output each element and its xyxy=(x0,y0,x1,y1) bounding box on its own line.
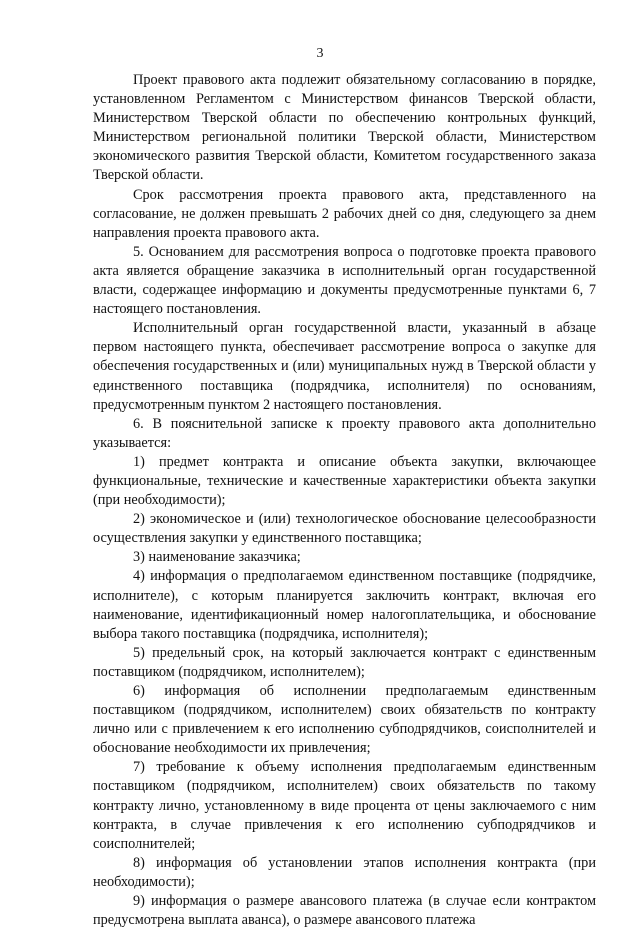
paragraph-executive-body: Исполнительный орган государственной власти, указанный в абзаце первом настоящего пункта, обеспечивает рассмотрение вопроса о закупке для обеспечения государственных и (или) муниципальных нужд в Тверской области у единственного поставщика (подрядчика, исполнителя) по основаниям, предусмотренным пунктом 2 настоящего постановления. xyxy=(93,320,596,413)
page-number: 3 xyxy=(316,46,324,61)
document-body xyxy=(93,71,596,930)
list-item-1: 1) предмет контракта и описание объекта закупки, включающее функциональные, технические и качественные характеристики объекта закупки (при необходимости); xyxy=(93,453,596,509)
paragraph-item-6: 6. В пояснительной записке к проекту правового акта дополнительно указывается: xyxy=(93,415,596,451)
list-item-2: 2) экономическое и (или) технологическое обоснование целесообразности осуществления закупки у единственного поставщика; xyxy=(93,511,596,547)
list-item-8: 8) информация об установлении этапов исполнения контракта (при необходимости); xyxy=(93,854,596,890)
paragraph-item-5: 5. Основанием для рассмотрения вопроса о подготовке проекта правового акта является обращение заказчика в исполнительный орган государственной власти, содержащее информацию и документы предусмотренные пунктами 6, 7 настоящего постановления. xyxy=(93,243,596,318)
list-item-6: 6) информация об исполнении предполагаемым единственным поставщиком (подрядчиком, исполнителем) своих обязательств по контракту лично или с привлечением к его исполнению субподрядчиков, соисполнителей и обоснование необходимости их привлечения; xyxy=(93,683,596,757)
list-item-4: 4) информация о предполагаемом единственном поставщике (подрядчике, исполнителе), с которым планируется заключить контракт, включая его наименование, идентификационный номер налогоплательщика, и обоснование выбора такого поставщика (подрядчика, исполнителя); xyxy=(93,568,596,642)
paragraph-review-period: Срок рассмотрения проекта правового акта, представленного на согласование, не должен превышать 2 рабочих дней со дня, следующего за днем направления проекта правового акта. xyxy=(93,186,596,241)
list-item-9: 9) информация о размере авансового платежа (в случае если контрактом предусмотрена выплата аванса), о размере авансового платежа xyxy=(93,893,596,929)
list-item-3: 3) наименование заказчика; xyxy=(133,549,301,566)
list-item-5: 5) предельный срок, на который заключается контракт с единственным поставщиком (подрядчиком, исполнителем); xyxy=(93,644,596,680)
list-item-7: 7) требование к объему исполнения предполагаемым единственным поставщиком (подрядчиком, исполнителем) своих обязательств по такому контракту лично, установленному в виде процента от цены заключаемого с ним контракта, в случае привлечения к его исполнению субподрядчиков и соисполнителей; xyxy=(93,759,596,852)
paragraph-approval: Проект правового акта подлежит обязательному согласованию в порядке, установленном Регламентом с Министерством финансов Тверской области, Министерством Тверской области по обеспечению контрольных функций, Министерством региональной политики Тверской области, Министерством экономического развития Тверской области, Комитетом государственного заказа Тверской области. xyxy=(93,72,596,184)
